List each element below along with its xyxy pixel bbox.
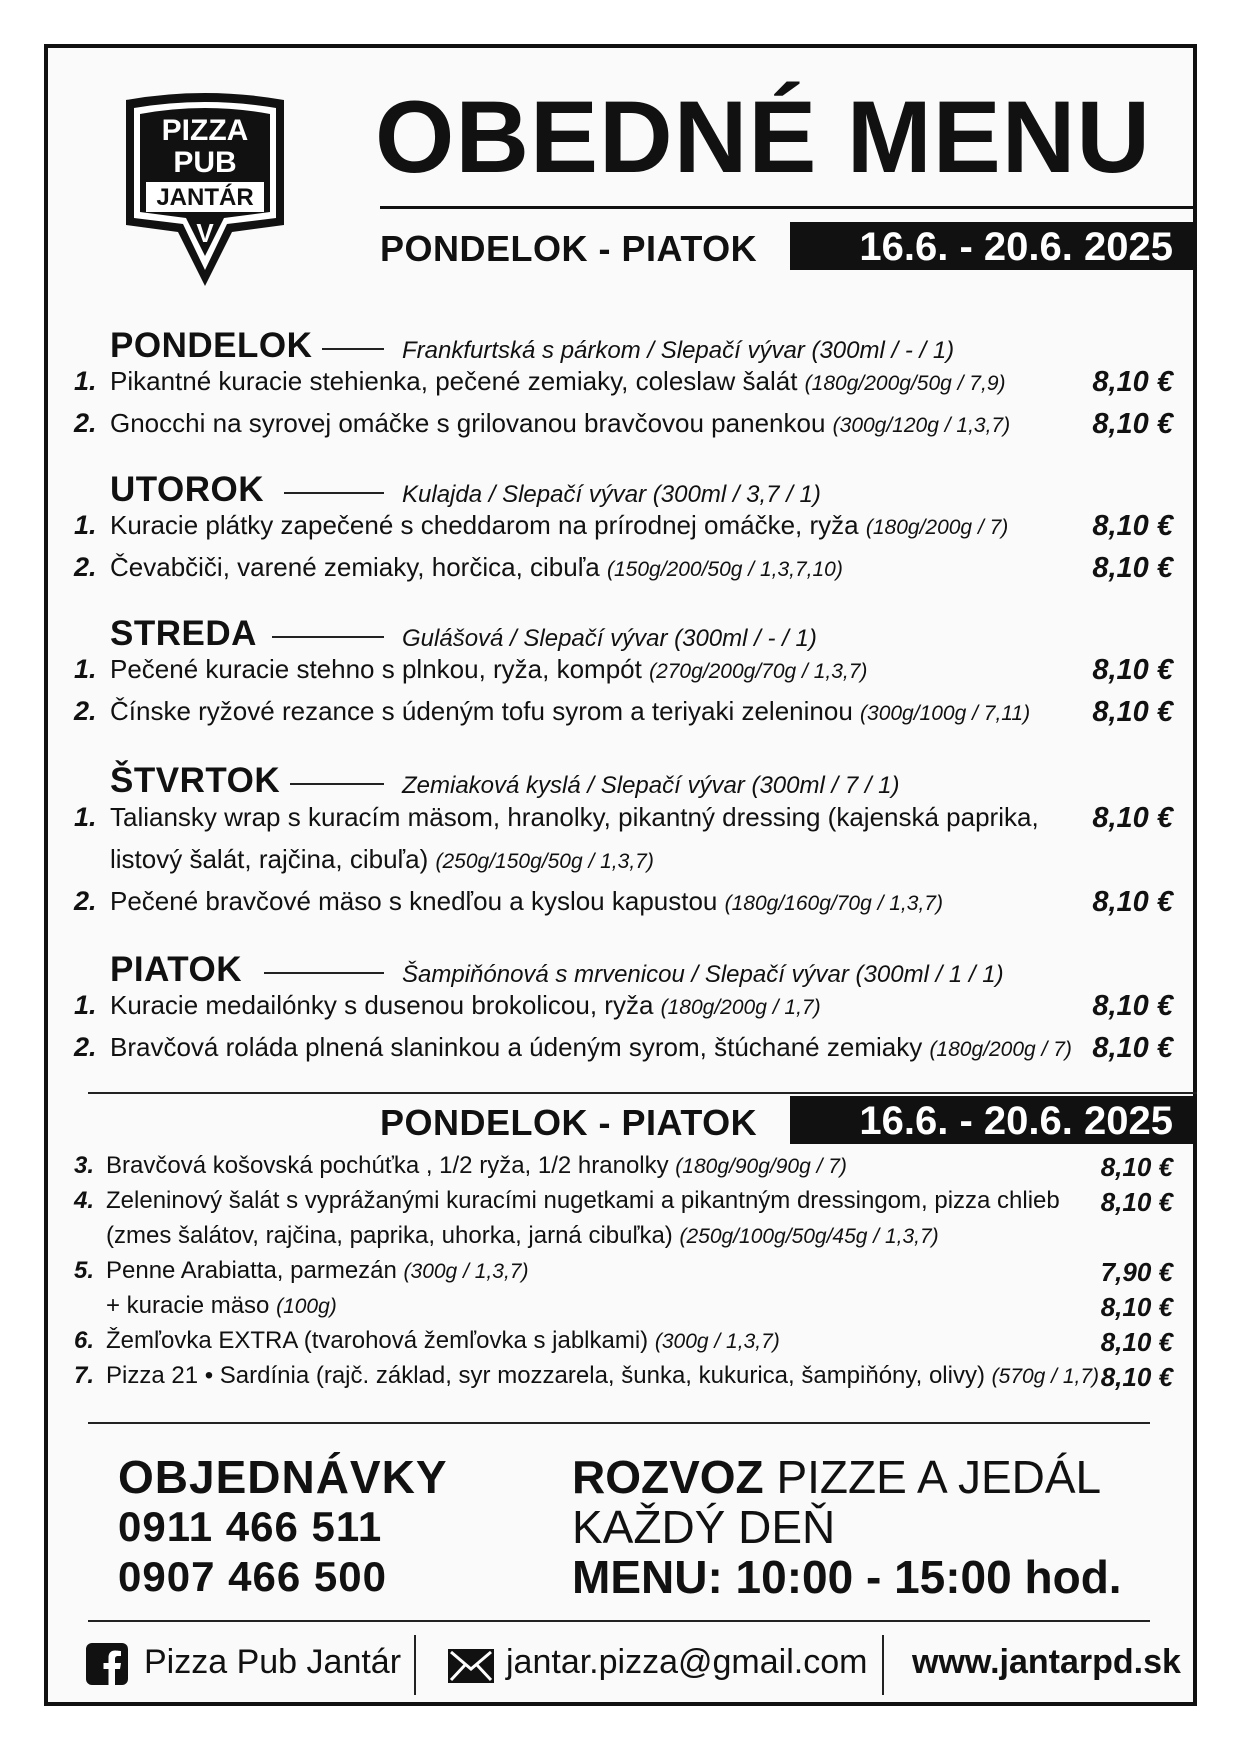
item-detail: (180g/90g/90g / 7) (675, 1155, 847, 1178)
day-piatok (0, 952, 1241, 988)
item-number: 2. (74, 696, 97, 726)
item-number: 2. (74, 1032, 97, 1062)
item-name: Čínske ryžové rezance s údeným tofu syrom a teriyaki zeleninou (300g/100g / 7,11) (110, 696, 1031, 726)
item-detail: (180g/200g / 1,7) (660, 996, 821, 1019)
day-streda (0, 616, 1241, 652)
item-number: 2. (74, 408, 97, 438)
item-price: 8,10 € (1092, 366, 1173, 398)
phone-number: 0911 466 511 (118, 1503, 383, 1550)
week-header-2 (0, 1096, 1241, 1148)
date-badge (790, 1096, 1197, 1144)
item-name: Taliansky wrap s kuracím mäsom, hranolky, pikantný dressing (kajenská paprika, (110, 802, 1039, 832)
date-badge (790, 222, 1197, 270)
item-price: 8,10 € (1100, 1292, 1173, 1322)
item-detail: (250g/150g/50g / 1,3,7) (435, 850, 654, 873)
logo-line3: JANTÁR (156, 184, 254, 211)
item-detail: (180g/200g / 7) (929, 1038, 1072, 1061)
soup-of-day: Frankfurtská s párkom / Slepačí vývar (300ml / - / 1) (402, 337, 955, 364)
orders-title: OBJEDNÁVKY (118, 1451, 448, 1503)
delivery-days: KAŽDÝ DEŇ (572, 1501, 836, 1553)
item-detail: (270g/200g/70g / 1,3,7) (649, 660, 868, 683)
section-divider (88, 1422, 1150, 1424)
soup-of-day: Šampiňónová s mrvenicou / Slepačí vývar (300ml / 1 / 1) (402, 961, 1004, 988)
day-name: STREDA (110, 614, 257, 653)
item-price: 8,10 € (1092, 552, 1173, 584)
footer-divider (88, 1620, 1150, 1622)
item-price: 8,10 € (1092, 696, 1173, 728)
item-detail: (300g / 1,3,7) (654, 1330, 780, 1353)
item-number: 1. (74, 366, 97, 396)
item-price: 7,90 € (1100, 1257, 1173, 1287)
email-link[interactable]: jantar.pizza@gmail.com (506, 1643, 868, 1681)
soup-of-day: Kulajda / Slepačí vývar (300ml / 3,7 / 1) (402, 481, 821, 508)
day-divider (322, 348, 384, 350)
soup-of-day: Zemiaková kyslá / Slepačí vývar (300ml / 7 / 1) (402, 772, 900, 799)
item-detail: (300g/120g / 1,3,7) (832, 414, 1011, 437)
week-label: PONDELOK - PIATOK (380, 1102, 758, 1143)
delivery-block (572, 1452, 1122, 1602)
item-price: 8,10 € (1092, 510, 1173, 542)
item-detail: (180g/200g / 7) (865, 516, 1009, 539)
item-number: 7. (74, 1362, 95, 1389)
item-name: (zmes šalátov, rajčina, paprika, uhorka, jarná cibuľka) (250g/100g/50g/45g / 1,3,7) (106, 1222, 939, 1249)
delivery-bold: ROZVOZ (572, 1451, 764, 1503)
item-name: Bravčová roláda plnená slaninkou a údeným syrom, štúchané zemiaky (180g/200g / 7) (110, 1032, 1072, 1062)
item-price: 8,10 € (1092, 990, 1173, 1022)
day-name: PIATOK (110, 950, 242, 989)
item-number: 5. (74, 1257, 95, 1284)
item-detail: (100g) (276, 1295, 337, 1318)
contact-divider (414, 1635, 416, 1695)
item-name: Kuracie plátky zapečené s cheddarom na prírodnej omáčke, ryža (180g/200g / 7) (110, 510, 1009, 540)
day-divider (290, 783, 384, 785)
item-detail: (180g/200g/50g / 7,9) (804, 372, 1006, 395)
item-price: 8,10 € (1092, 886, 1173, 918)
soup-of-day: Gulášová / Slepačí vývar (300ml / - / 1) (402, 625, 817, 652)
item-number: 1. (74, 510, 97, 540)
envelope-icon (448, 1649, 494, 1683)
day-pondelok (0, 328, 1241, 364)
date-range: 16.6. - 20.6. 2025 (859, 1099, 1173, 1143)
title-divider (380, 206, 1193, 209)
item-detail: (300g/100g / 7,11) (860, 702, 1031, 725)
day-divider (264, 972, 384, 974)
page-title: OBEDNÉ MENU (375, 80, 1152, 194)
item-price: 8,10 € (1092, 802, 1173, 834)
item-name: Pikantné kuracie stehienka, pečené zemiaky, coleslaw šalát (180g/200g/50g / 7,9) (110, 366, 1006, 396)
item-detail: (300g / 1,3,7) (403, 1260, 529, 1283)
delivery-text: PIZZE A JEDÁL (763, 1451, 1102, 1503)
contact-divider (882, 1635, 884, 1695)
phone-number: 0907 466 500 (118, 1553, 387, 1600)
item-name: listový šalát, rajčina, cibuľa) (250g/150g/50g / 1,3,7) (110, 844, 654, 874)
day-divider (272, 636, 384, 638)
item-name: Žemľovka EXTRA (tvarohová žemľovka s jablkami) (300g / 1,3,7) (106, 1327, 780, 1354)
item-number: 3. (74, 1152, 95, 1179)
item-name: Čevabčiči, varené zemiaky, horčica, cibuľa (150g/200/50g / 1,3,7,10) (110, 552, 843, 582)
day-utorok (0, 472, 1241, 508)
item-number: 4. (74, 1187, 95, 1214)
item-name: + kuracie mäso (100g) (106, 1292, 337, 1319)
menu-hours: MENU: 10:00 - 15:00 hod. (572, 1551, 1122, 1603)
item-name: Kuracie medailónky s dusenou brokolicou, ryža (180g/200g / 1,7) (110, 990, 821, 1020)
item-number: 2. (74, 552, 97, 582)
website-link[interactable]: www.jantarpd.sk (912, 1643, 1181, 1681)
item-number: 6. (74, 1327, 95, 1354)
item-detail: (180g/160g/70g / 1,3,7) (724, 892, 943, 915)
item-number: 1. (74, 990, 97, 1020)
item-name: Pečené kuracie stehno s plnkou, ryža, kompót (270g/200g/70g / 1,3,7) (110, 654, 868, 684)
item-price: 8,10 € (1092, 654, 1173, 686)
item-name: Pizza 21 • Sardínia (rajč. základ, syr mozzarela, šunka, kukurica, šampiňóny, olivy) (570g / 1,7) (106, 1362, 1100, 1389)
item-name: Pečené bravčové mäso s knedľou a kyslou kapustou (180g/160g/70g / 1,3,7) (110, 886, 943, 916)
item-name: Zeleninový šalát s vyprážanými kuracími nugetkami a pikantným dressingom, pizza chlieb (106, 1187, 1060, 1214)
logo-line1: PIZZA (161, 114, 249, 147)
logo-line2: PUB (173, 146, 237, 179)
orders-block (118, 1452, 448, 1602)
facebook-link[interactable]: Pizza Pub Jantár (144, 1643, 402, 1681)
item-number: 1. (74, 654, 97, 684)
item-name: Bravčová košovská pochúťka , 1/2 ryža, 1/2 hranolky (180g/90g/90g / 7) (106, 1152, 847, 1179)
day-stvrtok (0, 763, 1241, 799)
day-divider (284, 492, 384, 494)
day-name: ŠTVRTOK (110, 761, 281, 800)
item-price: 8,10 € (1100, 1327, 1173, 1357)
date-range: 16.6. - 20.6. 2025 (859, 225, 1173, 269)
item-price: 8,10 € (1092, 1032, 1173, 1064)
item-name: Gnocchi na syrovej omáčke s grilovanou bravčovou panenkou (300g/120g / 1,3,7) (110, 408, 1011, 438)
item-detail: (570g / 1,7) (991, 1365, 1100, 1388)
week-header (0, 222, 1241, 274)
item-price: 8,10 € (1092, 408, 1173, 440)
item-number: 1. (74, 802, 97, 832)
facebook-icon (86, 1643, 128, 1685)
item-price: 8,10 € (1100, 1187, 1173, 1217)
item-price: 8,10 € (1100, 1362, 1173, 1392)
logo-line4: V (196, 218, 214, 248)
day-name: PONDELOK (110, 326, 313, 365)
contact-bar (0, 1635, 1241, 1695)
item-name: Penne Arabiatta, parmezán (300g / 1,3,7) (106, 1257, 529, 1284)
item-number: 2. (74, 886, 97, 916)
item-price: 8,10 € (1100, 1152, 1173, 1182)
day-name: UTOROK (110, 470, 265, 509)
week-label: PONDELOK - PIATOK (380, 228, 758, 269)
item-detail: (250g/100g/50g/45g / 1,3,7) (679, 1225, 939, 1248)
section-divider (88, 1092, 1197, 1094)
item-detail: (150g/200/50g / 1,3,7,10) (606, 558, 843, 581)
